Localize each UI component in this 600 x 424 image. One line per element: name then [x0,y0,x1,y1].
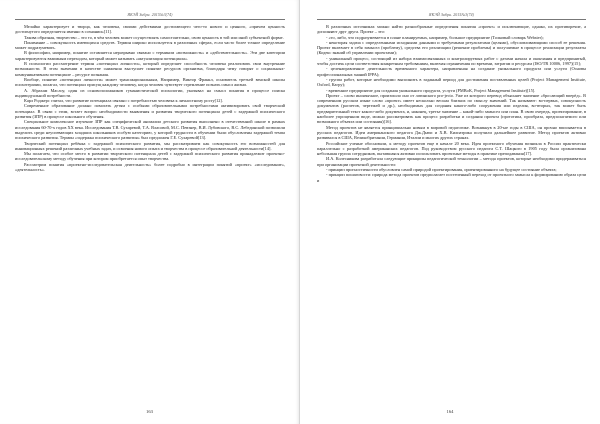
paragraph: В психологии рассмотрение термин «потенциал личности», который определяет способность человека реализовать свои внутренние возможности. В этом значении в качестве снижения выступает понятие ресурсов организма, благодаря чему говорят о социальных-коммуникативном потенциале – ресурсе познания. [15,61,285,77]
paragraph: - «то, либо, что подразумевается в плане планируемых, например, большое предприятие (Толковый словарь Webster); [326,34,544,40]
page-number: 163 [146,409,153,414]
paragraph: В различных источниках можно найти разнообразные определения понятия «проект» и исключающие, однако, их противоречие, а дополняют друг друга. Проект – это: [317,24,586,35]
paragraph: - принцип прогностичности обусловлен самой природой проектирования, ориентированного на будущее состояние объекта; [326,167,557,173]
page-body-text [15,24,285,405]
paragraph: Такова образная, творчество – это то, в чём человек может осуществлять самостоятельно, свою ценность в той или иной субъектной форме. [24,34,284,40]
paragraph: Проект – слово иноязычное, произошло оно от латинского pro-jecto. Уже из которого перевод объясняет значение «бросающий вперёд». В современном русском языке слово «проект» имеет несколько весьма близких по смыслу значений. Так называют: во-первых, совокупность документов (расчетов, чертежей и др.), необходимых для создания какого-либо сооружения или изделия, во-вторых, так может быть предварительный текст какого-либо документа, и, наконец, третье значение – какой-либо замысел или план. В свою очередь, проектирование, в наиболее упрощенном виде, можно рассматривать как процесс разработки и создания проекта (прототипа, прообраза, предполагаемого или возможного объекта или состояния)[16]. [317,92,586,125]
paragraph: Рассмотрим понятия «проектно-исследовательская деятельность» более подробно в интеграции понятий «проект» «исследование», «деятельность». [15,161,285,173]
page-number: 164 [446,409,454,414]
paragraph: Карл Роджерс считал, что развитие потенциала связано с потребностью человека к личностному росту[12]. [24,98,223,104]
paragraph: - принцип пошаговости: природа метода проектов предполагает постепенный переход от проектного замысла к формированию образа цели и [317,172,586,183]
running-head: ЯКЭЙ Зибрн. 2015№3(74) [15,13,285,20]
paragraph: Российские ученые обосновали, к методу проектов еще в начале 20 века. Идея проектного обучения возникла в России практически параллельно с разработкой американских педагогов. Под руководством русского педагога С.Т. Шацкого в 1905 году была организована небольшая группа сотрудников, пытавшаяся активно использовать проектные методы в практике преподавания[17]. [317,140,586,157]
running-head: ЯКЭЙ Зибрн. 2015№3(74) [317,13,586,20]
paragraph: Творческий потенциал ребёнка с задержкой психического развития, мы рассматриваем как совокупность его возможностей для инновационных решений различных учебных задач, и освоения нового опыта и творчества в процессе образовательной деятельности[14]. [15,140,285,151]
paragraph: Специальное комплексное изучение ЗПР как специфической аномалии детского развития выполнено в отечественной школе в рамках исследования 60-70-х годов XX века. Исследования Т.В. Сухаревой, Т.А. Власовой, М.С. Певзнер, В.И. Лубовского, В.С. Лебединской позволили выделить среди неуспевающих младших школьников особую категорию, у которой трудности в обучении были обусловлены задержкой темпа психического развития. Термин «задержка психического развития» был предложен Г.Е. Сухаревой[13]. [15,119,285,141]
paragraph: - уникальный процесс, состоящий из набора взаимосвязанных и контролируемых работ с датами начала и окончания и предпринятый, чтобы достичь цели соответствия конкретным требованиям, включая ограничения по времени, затратам и ресурсам (ISO/TR 10006, 1997)[15]; [317,55,586,67]
page-body-text [317,24,586,405]
paragraph: Мелайко характеризует и творца, как человека, своими действиями достигающего чего-то нового и ценного, «причем ценность достигнутого определяется именно в сознании»[11]. [15,24,285,35]
paragraph: - временное предприятие для создания уникального продукта, услуги (PMBoK, Project Management Institute)[15]. [326,87,536,93]
paragraph: - некоторая задача с определенными исходными данными и требуемыми результатами (целями), обусловливающими способ ее решения. Проект включает в себя замысел (проблему), средства его реализации (решение проблемы) и получаемые в процессе реализации результаты (Кодекс знаний об управлении проектами); [317,39,586,56]
paragraph: Понимание – совокупность имеющихся средств. Термин широко используется в различных сферах, если часто более точное определение может подразумевать. [15,39,285,51]
paragraph: Метод проектов не является принципиально новым в мировой педагогике. Возникнув в 20-ые годы в США, он прочно вписывается в русских педагогов. Идеи американского педагога Дж.Дьюи и Х.В. Килпатрика получили дальнейшее развитие. Метод проектов активно развивался в США, Великобритании, Германии, Италии и многих других странах. [317,124,586,141]
right-page [300,0,600,424]
paragraph: Вообще, понятие «потенциал личности» может трансакциональным, Например, Виктор Франкл, основатель третьей венской школы психотерапии, полагал, что потенциал присущ каждому человеку, когда человек чувствует стремление познать смысл жизни. [15,76,285,88]
paragraph: И.А. Колесникова разработала следующие принципы педагогической технологии – метода проектов, которые необходимо придерживаться при организации проектной деятельности: [317,156,586,167]
paragraph: В философии, например, понятие оставляется неразрывно связано с термином «возможность» и «действительность». Эти две категории характеризуются взаимным переходом, который может называть «актуализация потенциала». [15,50,285,61]
paragraph: - группа работ, которые необходимо выполнить в заданный период для достижения поставленных целей (Project Management Institute, Oxford, Кагру); [317,76,586,88]
paragraph: Современное образование должно помогать детям с особыми образовательными потребностями активизировать свой творческий потенциал. В связи с этим, встает вопрос необходимости выявления и развития творческого потенциала детей с задержкой психического развития (ЗПР) в процессе школьного обучения. [15,103,285,120]
paragraph: - целенаправленное деятельность временного характера, направленная на создание уникального продукта или услуги (Основы профессиональных знаний IPPA); [317,66,586,77]
paragraph: Мы полагаем, что особое место в развитии творческого потенциала детей с задержкой психического развития принадлежит проектно-исследовательскому методу обучения при котором приобретается опыт творчества. [15,151,285,162]
paragraph: А. Абрахам Маслоу, один из основоположников гуманистической психологии, указывал на смысл понятия в процессе поиска индивидуальной потребности. [15,87,285,98]
